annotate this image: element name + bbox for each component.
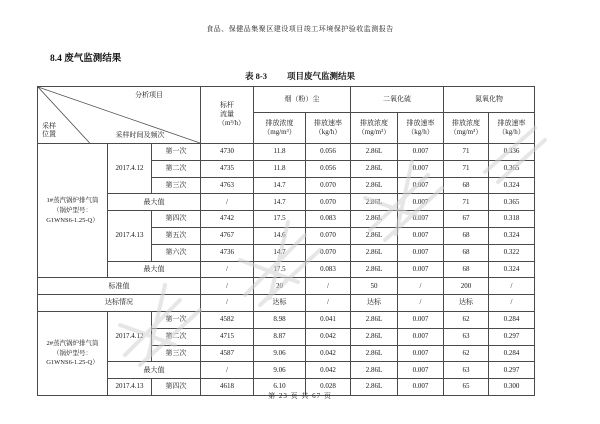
header-flow-label: 标杆流量 [220, 101, 235, 119]
table-cell: 0.007 [398, 345, 444, 362]
table-cell: 2.86L [351, 144, 398, 161]
table-cell: 达标情况 [38, 295, 201, 312]
table-cell: 最大值 [108, 261, 201, 278]
table-cell: 2.86L [351, 362, 398, 379]
table-cell: 0.007 [398, 194, 444, 211]
table-cell: 0.083 [306, 261, 351, 278]
table-cell: 0.007 [398, 328, 444, 345]
table-cell: 68 [444, 244, 489, 261]
table-row [38, 211, 535, 228]
table-cell: 11.8 [254, 160, 306, 177]
table-cell: 达标 [444, 295, 489, 312]
table-cell: 最大值 [108, 194, 201, 211]
table-cell: 0.042 [306, 362, 351, 379]
header-group-so2: 二氧化硫 [351, 87, 444, 113]
table-row [38, 261, 535, 278]
table-cell: 0.284 [489, 345, 535, 362]
table-cell: 标准值 [38, 278, 201, 295]
header-so2-rate: 排放速率 （kg/h） [398, 113, 444, 144]
table-cell: 0.324 [489, 177, 535, 194]
table-cell: 4763 [201, 177, 254, 194]
table-cell: 71 [444, 194, 489, 211]
table-cell: 0.070 [306, 177, 351, 194]
header-analysis-item: 分析项目 [135, 91, 163, 99]
table-cell: / [306, 278, 351, 295]
table-row [38, 278, 535, 295]
table-cell: 0.070 [306, 194, 351, 211]
table-cell: 0.007 [398, 311, 444, 328]
table-cell: 71 [444, 144, 489, 161]
header-flow-unit: （m³/h） [218, 119, 246, 128]
table-cell: 达标 [254, 295, 306, 312]
table-cell: 0.300 [489, 379, 535, 396]
table-cell: 0.041 [306, 311, 351, 328]
header-dust-rate: 排放速率 （kg/h） [306, 113, 351, 144]
table-cell: 8.98 [254, 311, 306, 328]
table-cell: 8.87 [254, 328, 306, 345]
table-cell: 14.7 [254, 244, 306, 261]
table-cell: 4587 [201, 345, 254, 362]
table-cell: 0.007 [398, 244, 444, 261]
header-group-dust: 烟（粉）尘 [254, 87, 351, 113]
table-cell: 2017.4.13 [108, 379, 152, 396]
table-cell: 第四次 [152, 211, 201, 228]
table-cell: 0.365 [489, 160, 535, 177]
table-cell: 4735 [201, 160, 254, 177]
table-cell: 62 [444, 311, 489, 328]
table-cell: 0.028 [306, 379, 351, 396]
table-body [38, 144, 535, 396]
table-cell: / [306, 295, 351, 312]
table-cell: 0.336 [489, 144, 535, 161]
table-row [38, 362, 535, 379]
table-cell: 第六次 [152, 244, 201, 261]
table-cell: 2017.4.12 [108, 311, 152, 361]
table-cell: 最大值 [108, 362, 201, 379]
table-cell: 200 [444, 278, 489, 295]
table-cell: 0.318 [489, 211, 535, 228]
table-cell: 0.070 [306, 244, 351, 261]
table-cell: 4736 [201, 244, 254, 261]
table-cell: 2.86L [351, 345, 398, 362]
table-cell: 6.10 [254, 379, 306, 396]
table-cell: 1#蒸汽锅炉排气筒（锅炉型号：G1WNS6-1.25-Q） [38, 144, 108, 278]
table-cell: 0.070 [306, 227, 351, 244]
table-cell: 第一次 [152, 144, 201, 161]
table-cell: 2.86L [351, 244, 398, 261]
table-cell: 第二次 [152, 328, 201, 345]
table-cell: 第二次 [152, 160, 201, 177]
table-cell: / [398, 295, 444, 312]
table-cell: 0.007 [398, 379, 444, 396]
report-header: 食品、保健品集聚区建设项目竣工环境保护验收监测报告 [206, 25, 394, 33]
table-cell: 0.007 [398, 227, 444, 244]
table-cell: 2#蒸汽锅炉排气筒（锅炉型号：G1WNS6-1.25-Q） [38, 311, 108, 395]
header-group-row [38, 87, 535, 113]
table-cell: / [489, 295, 535, 312]
table-cell: 0.042 [306, 328, 351, 345]
table-cell: 2.86L [351, 194, 398, 211]
table-cell: 63 [444, 362, 489, 379]
table-cell: 2.86L [351, 379, 398, 396]
table-cell: 67 [444, 211, 489, 228]
table-cell: / [489, 278, 535, 295]
table-cell: 第三次 [152, 345, 201, 362]
table-cell: 0.365 [489, 194, 535, 211]
table-cell: 0.007 [398, 211, 444, 228]
table-cell: 14.7 [254, 194, 306, 211]
table-cell: 0.007 [398, 160, 444, 177]
table-cell: 2.86L [351, 177, 398, 194]
table-cell: 4742 [201, 211, 254, 228]
table-cell: 0.007 [398, 144, 444, 161]
table-cell: / [201, 295, 254, 312]
table-cell: 0.056 [306, 160, 351, 177]
header-dust-conc: 排放浓度 （mg/m³） [254, 113, 306, 144]
table-cell: 2.86L [351, 211, 398, 228]
table-cell: 2.86L [351, 311, 398, 328]
section-title: 8.4 废气监测结果 [50, 54, 122, 64]
table-cell: 0.324 [489, 227, 535, 244]
header-nox-rate: 排放速率 （kg/h） [489, 113, 535, 144]
table-cell: 9.06 [254, 345, 306, 362]
table-cell: 2.86L [351, 328, 398, 345]
table-cell: 0.322 [489, 244, 535, 261]
table-cell: 第五次 [152, 227, 201, 244]
table-cell: 0.324 [489, 261, 535, 278]
table-cell: 0.284 [489, 311, 535, 328]
table-caption-title: 项目废气监测结果 [286, 71, 355, 81]
table-cell: / [201, 362, 254, 379]
table-cell: 62 [444, 345, 489, 362]
table-cell: 2.86L [351, 160, 398, 177]
table-cell: 4715 [201, 328, 254, 345]
table-cell: 17.5 [254, 261, 306, 278]
table-row [38, 311, 535, 328]
header-group-nox: 氮氧化物 [444, 87, 535, 113]
table-cell: 第四次 [152, 379, 201, 396]
table-cell: 11.8 [254, 144, 306, 161]
table-cell: 4618 [201, 379, 254, 396]
table-cell: 0.083 [306, 211, 351, 228]
table-cell: 14.7 [254, 177, 306, 194]
table-caption [0, 70, 600, 82]
table-cell: 2.86L [351, 227, 398, 244]
header-sampling-time: 采样时间及频次 [115, 130, 165, 139]
table-cell: / [201, 278, 254, 295]
table-row [38, 144, 535, 161]
page-footer: 第 23 页 共 67 页 [268, 392, 332, 400]
table-cell: / [201, 194, 254, 211]
table-cell: 2017.4.12 [108, 144, 152, 194]
table-cell: 0.042 [306, 345, 351, 362]
table-cell: 68 [444, 177, 489, 194]
table-cell: 第三次 [152, 177, 201, 194]
table-cell: 0.297 [489, 362, 535, 379]
table-cell: 达标 [351, 295, 398, 312]
header-flow [201, 87, 254, 144]
header-so2-conc: 排放浓度 （mg/m³） [351, 113, 398, 144]
table-cell: 68 [444, 227, 489, 244]
table-cell: 17.5 [254, 211, 306, 228]
table-cell: 63 [444, 328, 489, 345]
header-sampling-position: 采样位置 [42, 121, 56, 139]
table-cell: 14.6 [254, 227, 306, 244]
table-cell: 4582 [201, 311, 254, 328]
table-cell: 0.007 [398, 177, 444, 194]
table-cell: / [201, 261, 254, 278]
table-row [38, 295, 535, 312]
table-cell: 20 [254, 278, 306, 295]
table-cell: 4730 [201, 144, 254, 161]
header-diagonal-cell [38, 87, 201, 144]
table-cell: 65 [444, 379, 489, 396]
table-cell: 9.06 [254, 362, 306, 379]
table-cell: / [398, 278, 444, 295]
table-cell: 0.007 [398, 362, 444, 379]
table-caption-label: 表 8-3 [245, 71, 267, 81]
table-cell: 2017.4.13 [108, 211, 152, 261]
table-cell: 68 [444, 261, 489, 278]
monitoring-table [37, 86, 535, 396]
table-cell: 0.007 [398, 261, 444, 278]
table-cell: 4767 [201, 227, 254, 244]
table-cell: 第一次 [152, 311, 201, 328]
table-cell: 71 [444, 160, 489, 177]
table-cell: 50 [351, 278, 398, 295]
table-row [38, 194, 535, 211]
table-cell: 0.056 [306, 144, 351, 161]
table-cell: 0.297 [489, 328, 535, 345]
table-cell: 2.86L [351, 261, 398, 278]
header-nox-conc: 排放浓度 （mg/m³） [444, 113, 489, 144]
